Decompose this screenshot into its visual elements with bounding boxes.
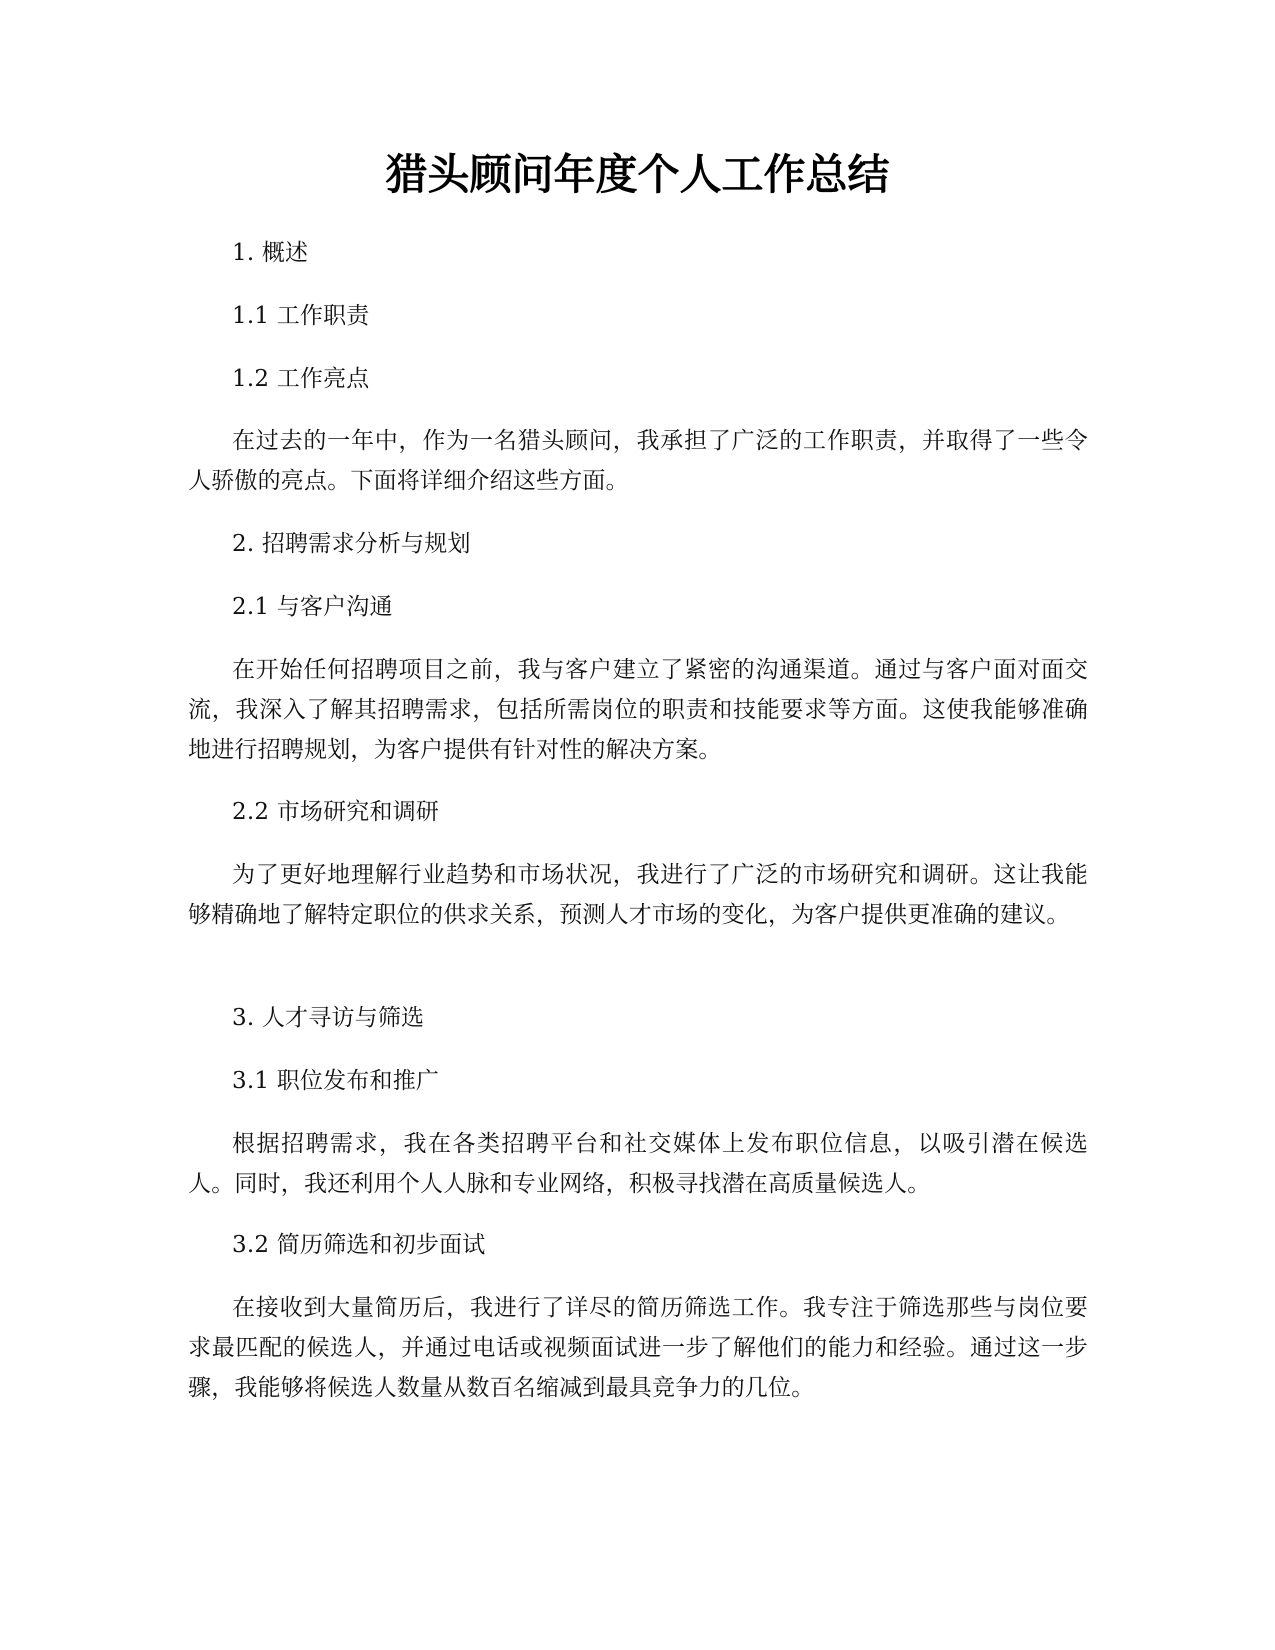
- paragraph-job-posting: 根据招聘需求，我在各类招聘平台和社交媒体上发布职位信息，以吸引潜在候选人。同时，我还利用个人人脉和专业网络，积极寻找潜在高质量候选人。: [188, 1131, 1088, 1197]
- heading-recruitment-analysis: 2. 招聘需求分析与规划: [232, 531, 471, 557]
- heading-overview: 1. 概述: [232, 240, 309, 266]
- paragraph-intro: 在过去的一年中，作为一名猎头顾问，我承担了广泛的工作职责，并取得了一些令人骄傲的亮点。下面将详细介绍这些方面。: [188, 428, 1088, 494]
- paragraph-resume-screening: 在接收到大量简历后，我进行了详尽的简历筛选工作。我专注于筛选那些与岗位要求最匹配的候选人，并通过电话或视频面试进一步了解他们的能力和经验。通过这一步骤，我能够将候选人数量从数百名缩减到最具竞争力的几位。: [188, 1295, 1088, 1401]
- subheading-client-communication: 2.1 与客户沟通: [232, 594, 393, 620]
- paragraph-market-research: 为了更好地理解行业趋势和市场状况，我进行了广泛的市场研究和调研。这让我能够精确地了解特定职位的供求关系，预测人才市场的变化，为客户提供更准确的建议。: [188, 862, 1088, 928]
- subheading-responsibilities: 1.1 工作职责: [232, 303, 370, 329]
- subheading-resume-screening: 3.2 简历筛选和初步面试: [232, 1232, 486, 1258]
- heading-talent-search: 3. 人才寻访与筛选: [232, 1005, 425, 1031]
- subheading-job-posting: 3.1 职位发布和推广: [232, 1068, 440, 1094]
- subheading-highlights: 1.2 工作亮点: [232, 366, 370, 392]
- subheading-market-research: 2.2 市场研究和调研: [232, 799, 440, 825]
- paragraph-client-communication: 在开始任何招聘项目之前，我与客户建立了紧密的沟通渠道。通过与客户面对面交流，我深入了解其招聘需求，包括所需岗位的职责和技能要求等方面。这使我能够准确地进行招聘规划，为客户提供有针对性的解决方案。: [188, 657, 1088, 763]
- document-title: 猎头顾问年度个人工作总结: [385, 150, 890, 199]
